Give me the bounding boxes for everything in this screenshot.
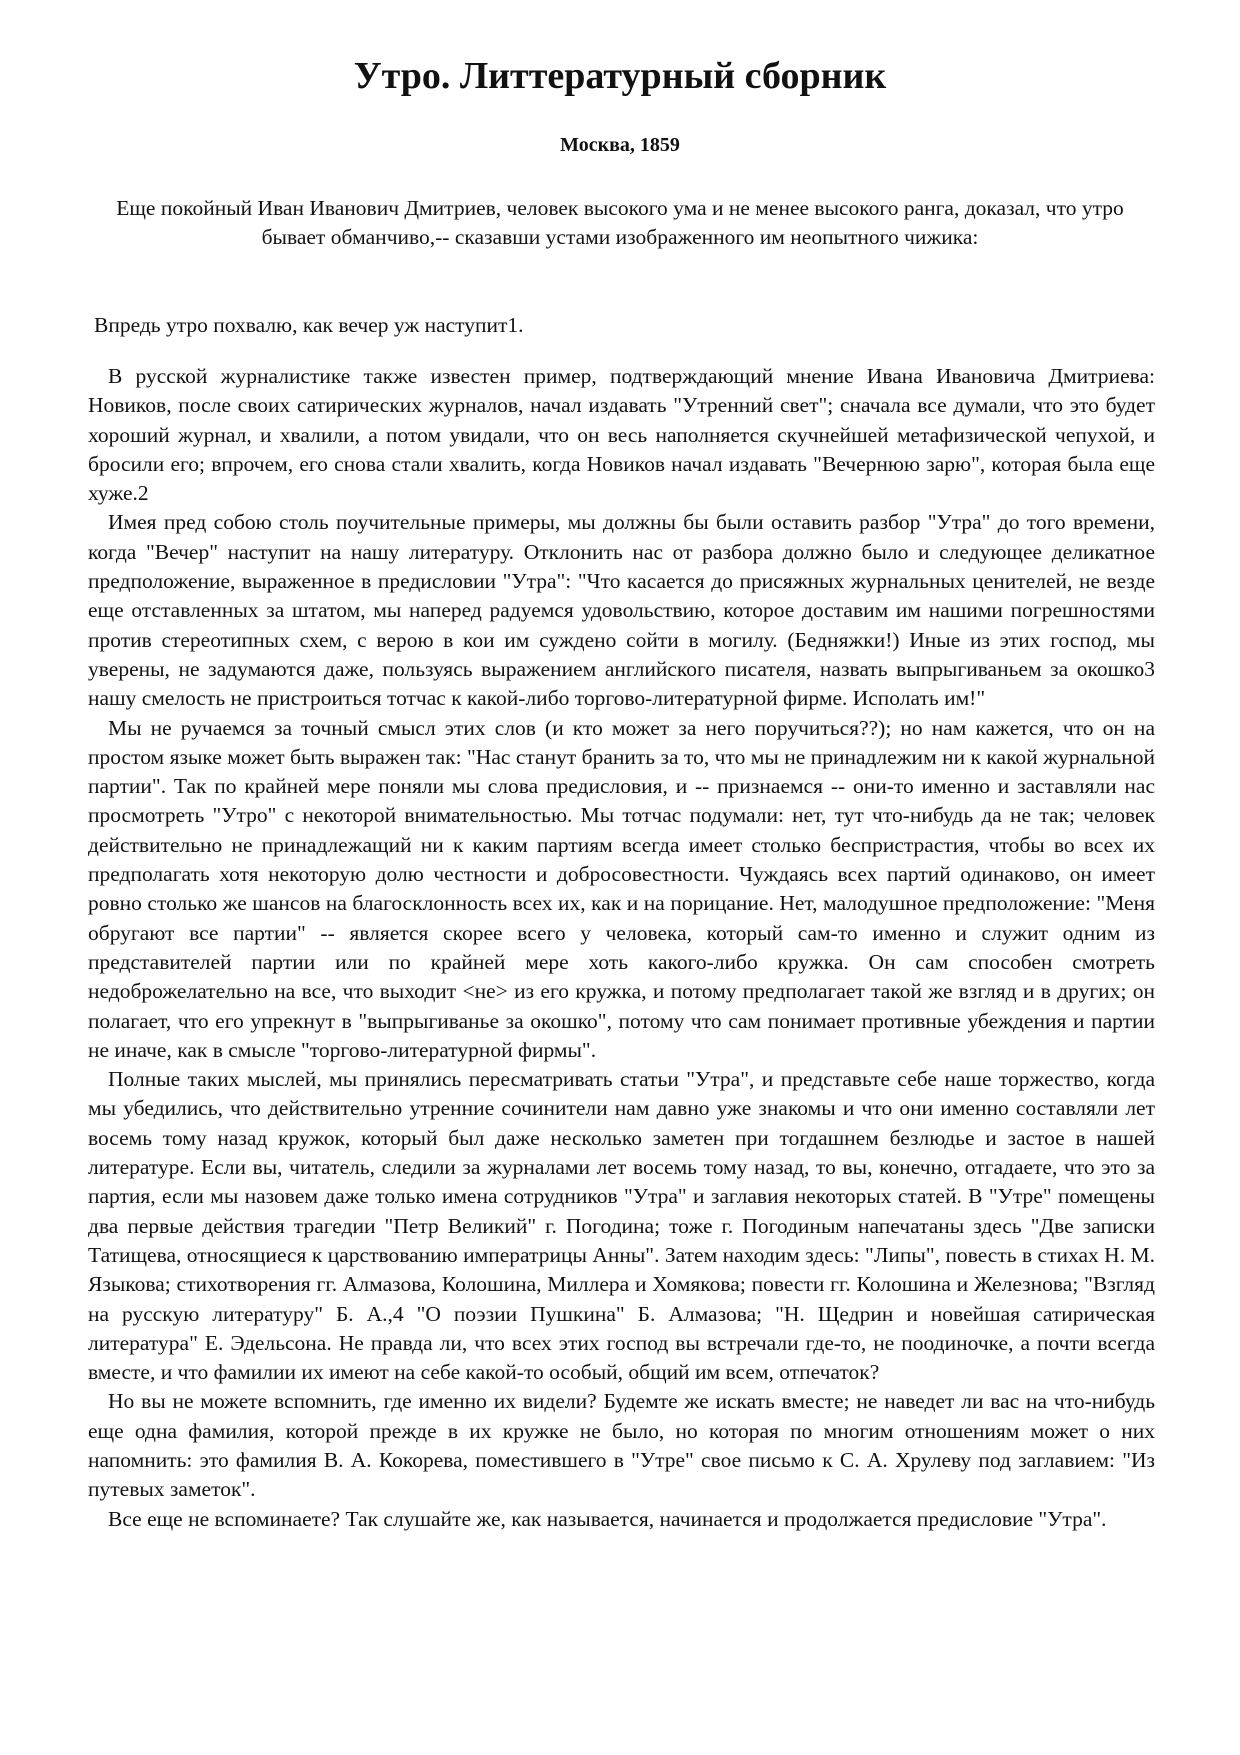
paragraph: Полные таких мыслей, мы принялись пересматривать статьи "Утра", и представьте себе наше торжество, когда мы убедились, что действительно утренние сочинители нам давно уже знакомы и что они именно составляли лет восемь тому назад кружок, который был даже несколько заметен при тогдашнем безлюдье и застое в нашей литературе. Если вы, читатель, следили за журналами лет восемь тому назад, то вы, конечно, отгадаете, что это за партия, если мы назовем даже только имена сотрудников "Утра" и заглавия некоторых статей. В "Утре" помещены два первые действия трагедии "Петр Великий" г. Погодина; тоже г. Погодиным напечатаны здесь "Две записки Татищева, относящиеся к царствованию императрицы Анны". Затем находим здесь: "Липы", повесть в стихах Н. М. Языкова; стихотворения гг. Алмазова, Колошина, Миллера и Хомякова; повести гг. Колошина и Железнова; "Взгляд на русскую литературу" Б. А.,4 "О поэзии Пушкина" Б. Алмазова; "Н. Щедрин и новейшая сатирическая литература" Е. Эдельсона. Не правда ли, что всех этих господ вы встречали где-то, не поодиночке, а почти всегда вместе, и что фамилии их имеют на себе какой-то особый, общий им всем, отпечаток? [88, 1067, 1155, 1385]
paragraph: Но вы не можете вспомнить, где именно их видели? Будемте же искать вместе; не наведет ли вас на что-нибудь еще одна фамилия, которой прежде в их кружке не было, но которая по многим отношениям может о них напомнить: это фамилия В. А. Кокорева, поместившего в "Утре" свое письмо к С. А. Хрулеву под заглавием: "Из путевых заметок". [88, 1389, 1155, 1502]
paragraph: В русской журналистике также известен пример, подтверждающий мнение Ивана Ивановича Дмитриева: Новиков, после своих сатирических журналов, начал издавать "Утренний свет"; сначала все думали, что это будет хороший журнал, и хвалили, а потом увидали, что он весь наполняется скучнейшей метафизической чепухой, и бросили его; впрочем, его снова стали хвалить, когда Новиков начал издавать "Вечернюю зарю", которая была еще хуже.2 [88, 364, 1155, 506]
document-subtitle: Москва, 1859 [560, 134, 680, 156]
epigraph: Впредь утро похвалю, как вечер уж наступит1. [94, 313, 524, 337]
paragraph: Все еще не вспоминаете? Так слушайте же, как называется, начинается и продолжается предисловие "Утра". [108, 1506, 1107, 1531]
document-title: Утро. Литтературный сборник [353, 55, 887, 97]
paragraph: Мы не ручаемся за точный смысл этих слов (и кто может за него поручиться??); но нам кажется, что он на простом языке может быть выражен так: "Нас станут бранить за то, что мы не принадлежим ни к какой журнальной партии". Так по крайней мере поняли мы слова предисловия, и -- признаемся -- они-то именно и заставляли нас просмотреть "Утро" с некоторой внимательностью. Мы тотчас подумали: нет, тут что-нибудь да не так; человек действительно не принадлежащий ни к каким партиям всегда имеет столько беспристрастия, чтобы во всех их предполагать хотя некоторую долю честности и добросовестности. Чуждаясь всех партий одинаково, он имеет ровно столько же шансов на благосклонность всех их, как и на порицание. Нет, малодушное предположение: "Меня обругают все партии" -- является скорее всего у человека, который сам-то именно и служит одним из представителей партии или по крайней мере хоть какого-либо кружка. Он сам способен смотреть недоброжелательно на все, что выходит <не> из его кружка, и потому предполагает такой же взгляд и в других; он полагает, что его упрекнут в "выпрыгиванье за окошко", потому что сам понимает противные убеждения и партии не иначе, как в смысле "торгово-литературной фирмы". [88, 715, 1155, 1062]
paragraph: Имея пред собою столь поучительные примеры, мы должны бы были оставить разбор "Утра" до того времени, когда "Вечер" наступит на нашу литературу. Отклонить нас от разбора должно было и следующее деликатное предположение, выраженное в предисловии "Утра": "Что касается до присяжных журнальных ценителей, не везде еще отставленных за штатом, мы наперед радуемся удовольствию, которое доставим им нашими погрешностями против стереотипных схем, с верою в кои им суждено сойти в могилу. (Бедняжки!) Иные из этих господ, мы уверены, не задумаются даже, пользуясь выражением английского писателя, назвать выпрыгиваньем за окошко3 нашу смелость не пристроиться тотчас к какой-либо торгово-литературной фирме. Исполать им!" [88, 510, 1155, 711]
intro-paragraph: Еще покойный Иван Иванович Дмитриев, человек высокого ума и не менее высокого ранга, доказал, что утро бывает обманчиво,-- сказавши устами изображенного им неопытного чижика: [116, 196, 1124, 249]
body-text [88, 362, 1155, 1534]
